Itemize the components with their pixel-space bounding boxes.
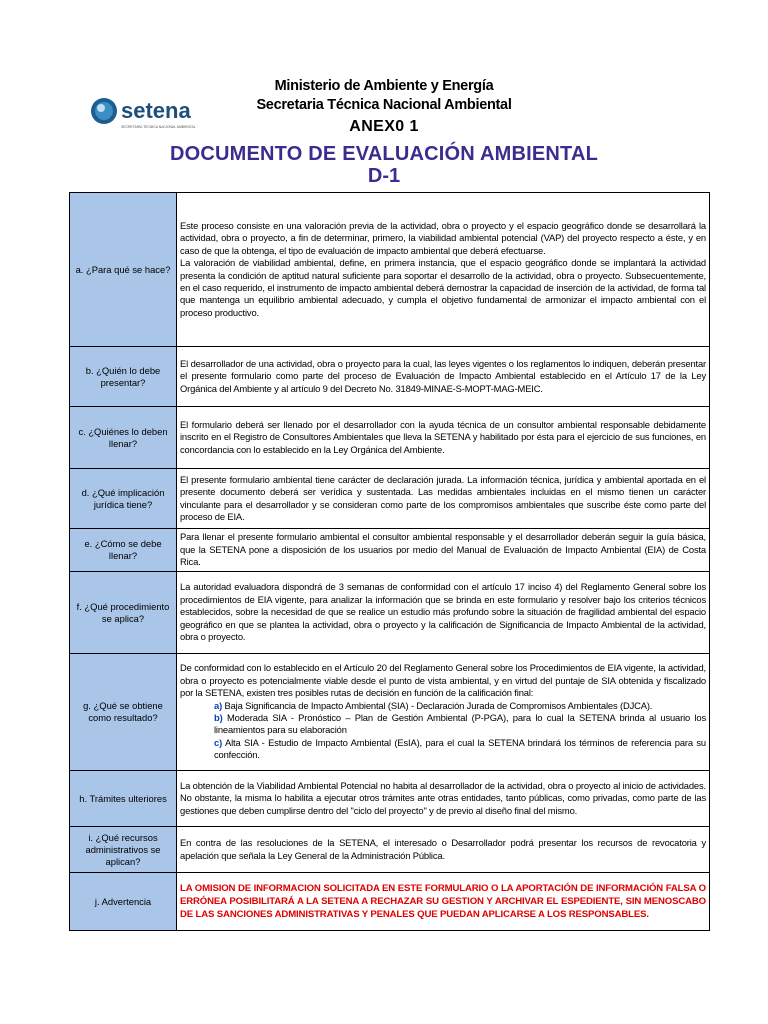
question-cell: h. Trámites ulteriores — [70, 771, 177, 827]
answer-paragraph: Este proceso consiste en una valoración previa de la actividad, obra o proyecto y el espacio geográfico donde se desarrollará la actividad, obra o proyecto, a fin de determinar, primero, la viabilidad ambiental potencial (VAP) del proyecto respecto a éste, y en caso de que la obtenga, el tipo de evaluación de impacto ambiental que deberá efectuarse. — [180, 219, 706, 256]
annex-label: ANEX0 1 — [349, 118, 419, 135]
answer-cell — [177, 193, 710, 347]
answer-paragraph: El formulario deberá ser llenado por el desarrollador con la ayuda técnica de un consultor ambiental responsable debidamente inscrito en el Registro de Consultores Ambientales que lleva la SETENA y habilitado por ésta para el ejercicio de sus funciones, en concordancia con lo establecido en la Ley Orgánica del Ambiente. — [180, 418, 706, 455]
answer-cell — [177, 873, 710, 931]
answer-cell — [177, 347, 710, 407]
question-cell: c. ¿Quiénes lo deben llenar? — [70, 407, 177, 469]
table-row — [70, 572, 710, 654]
ministry-name: Ministerio de Ambiente y Energía — [274, 78, 494, 94]
answer-paragraph: La autoridad evaluadora dispondrá de 3 semanas de conformidad con el artículo 17 inciso 4) del Reglamento General sobre los procedimientos de EIA vigente, para analizar la información que se brinda en este formulario y resolver bajo los criterios técnicos establecidos, sobre la necesidad de que se realice un estudio más profundo sobre la situación de fragilidad ambiental del espacio geográfico en que se plantea la actividad, obra o proyecto y la calificación de Significancia de Impacto Ambiental de la actividad, obra o proyecto. — [180, 581, 706, 643]
table-row — [70, 529, 710, 572]
question-cell: a. ¿Para qué se hace? — [70, 193, 177, 347]
answer-paragraph: En contra de las resoluciones de la SETENA, el interesado o Desarrollador podrá presentar los recursos de revocatoria y apelación que señala la Ley General de la Administración Pública. — [180, 837, 706, 861]
document-title: DOCUMENTO DE EVALUACIÓN AMBIENTAL — [169, 143, 599, 165]
option-text: Baja Significancia de Impacto Ambiental (SIA) - Declaración Jurada de Compromisos Ambientales (DJCA). — [224, 699, 653, 711]
table-row — [70, 827, 710, 873]
option-label: a) — [214, 699, 223, 711]
option-label: c) — [214, 736, 223, 748]
question-cell: i. ¿Qué recursos administrativos se aplican? — [70, 827, 177, 873]
question-cell: j. Advertencia — [70, 873, 177, 931]
answer-cell — [177, 469, 710, 529]
question-cell: d. ¿Qué implicación jurídica tiene? — [70, 469, 177, 529]
answer-cell — [177, 572, 710, 654]
answer-cell — [177, 654, 710, 771]
answer-cell — [177, 407, 710, 469]
logo-wordmark: setena — [121, 98, 191, 123]
warning-text: LA OMISION DE INFORMACION SOLICITADA EN ESTE FORMULARIO O LA APORTACIÓN DE INFORMACIÓN FALSA O ERRÓNEA POSIBILITARÁ A LA SETENA A RECHAZAR SU GESTION Y ARCHIVAR EL ESPEDIENTE, SIN MENOSCABO DE LAS SANCIONES ADMINISTRATIVAS Y PENALES QUE PUEDAN APLICARSE A LOS RESPONSABLES. — [180, 883, 706, 920]
info-table — [69, 192, 710, 931]
table-row — [70, 407, 710, 469]
answer-paragraph: Para llenar el presente formulario ambiental el consultor ambiental responsable y el desarrollador deberán seguir la guía básica, que la SETENA pone a disposición de los usuarios por medio del Manual de Evaluación de Impacto Ambiental (EIA) de Costa Rica. — [180, 531, 706, 568]
option-text: Moderada SIA - Pronóstico – Plan de Gestión Ambiental (P-PGA), para lo cual la SETENA brinda al usuario los lineamientos para su elaboración — [214, 712, 706, 736]
question-cell: e. ¿Cómo se debe llenar? — [70, 529, 177, 572]
option-label: b) — [214, 712, 223, 723]
secretariat-name: Secretaria Técnica Nacional Ambiental — [256, 97, 512, 113]
table-row — [70, 469, 710, 529]
answer-paragraph: La obtención de la Viabilidad Ambiental Potencial no habita al desarrollador de la actividad, obra o proyecto al inicio de actividades. No obstante, la misma lo habilita a ejecutar otros trámites ante otras entidades, tanto públicas, como privadas, como parte de las gestiones que deben cumplirse dentro del "ciclo del proyecto" y de previo al diseño final del mismo. — [180, 779, 706, 816]
option-text: Alta SIA - Estudio de Impacto Ambiental (EsIA), para el cual la SETENA brindará los términos de referencia para su confección. — [214, 736, 707, 761]
result-option — [180, 700, 706, 712]
table-row — [70, 347, 710, 407]
result-option — [180, 737, 706, 762]
answer-paragraph: El presente formulario ambiental tiene carácter de declaración jurada. La información técnica, jurídica y ambiental aportada en el presente documento deberá ser verídica y sustentada. Las medidas ambientales incluidas en el mismo tienen un carácter vinculante para el desarrollador y se consideran como parte de los compromisos ambientales que suscribe éste como parte del proceso de EIA. — [180, 473, 706, 522]
question-cell: g. ¿Qué se obtiene como resultado? — [70, 654, 177, 771]
document-code: D-1 — [367, 165, 401, 187]
answer-paragraph: De conformidad con lo establecido en el Artículo 20 del Reglamento General sobre los Procedimientos de EIA vigente, la actividad, obra o proyecto es potencialmente viable desde el punto de vista ambiental, y en virtud del puntaje de SIA obtenida y fiscalizado por la SETENA, existen tres posibles rutas de decisión en función de la calificación final: — [180, 662, 706, 699]
table-row — [70, 873, 710, 931]
answer-cell — [177, 827, 710, 873]
question-cell: f. ¿Qué procedimiento se aplica? — [70, 572, 177, 654]
logo-subtext: SECRETARÍA TÉCNICA NACIONAL AMBIENTAL — [121, 125, 196, 129]
table-row — [70, 771, 710, 827]
question-cell: b. ¿Quién lo debe presentar? — [70, 347, 177, 407]
answer-paragraph: El desarrollador de una actividad, obra o proyecto para la cual, las leyes vigentes o los reglamentos lo indiquen, deberán presentar el presente formulario como parte del proceso de Evaluación de Impacto Ambiental establecido en el Artículo 17 de la Ley Orgánica del Ambiente y al artículo 9 del Decreto No. 31849-MINAE-S-MOPT-MAG-MEIC. — [180, 357, 706, 394]
answer-paragraph: La valoración de viabilidad ambiental, define, en primera instancia, que el espacio geográfico donde se implantará la actividad presenta la condición de aptitud natural suficiente para soportar el desarrollo de la actividad, obra o proyecto. Subsecuentemente, en el caso requerido, el instrumento de impacto ambiental deberá demostrar la capacidad de inserción de la actividad, de forma tal que mantenga un equilibrio ambiental adecuado, y cumpla el objetivo fundamental de armonizar el impacto ambiental con el proceso productivo. — [180, 257, 706, 318]
table-row — [70, 193, 710, 347]
result-option — [180, 712, 706, 737]
table-row — [70, 654, 710, 771]
answer-cell — [177, 529, 710, 572]
answer-cell — [177, 771, 710, 827]
